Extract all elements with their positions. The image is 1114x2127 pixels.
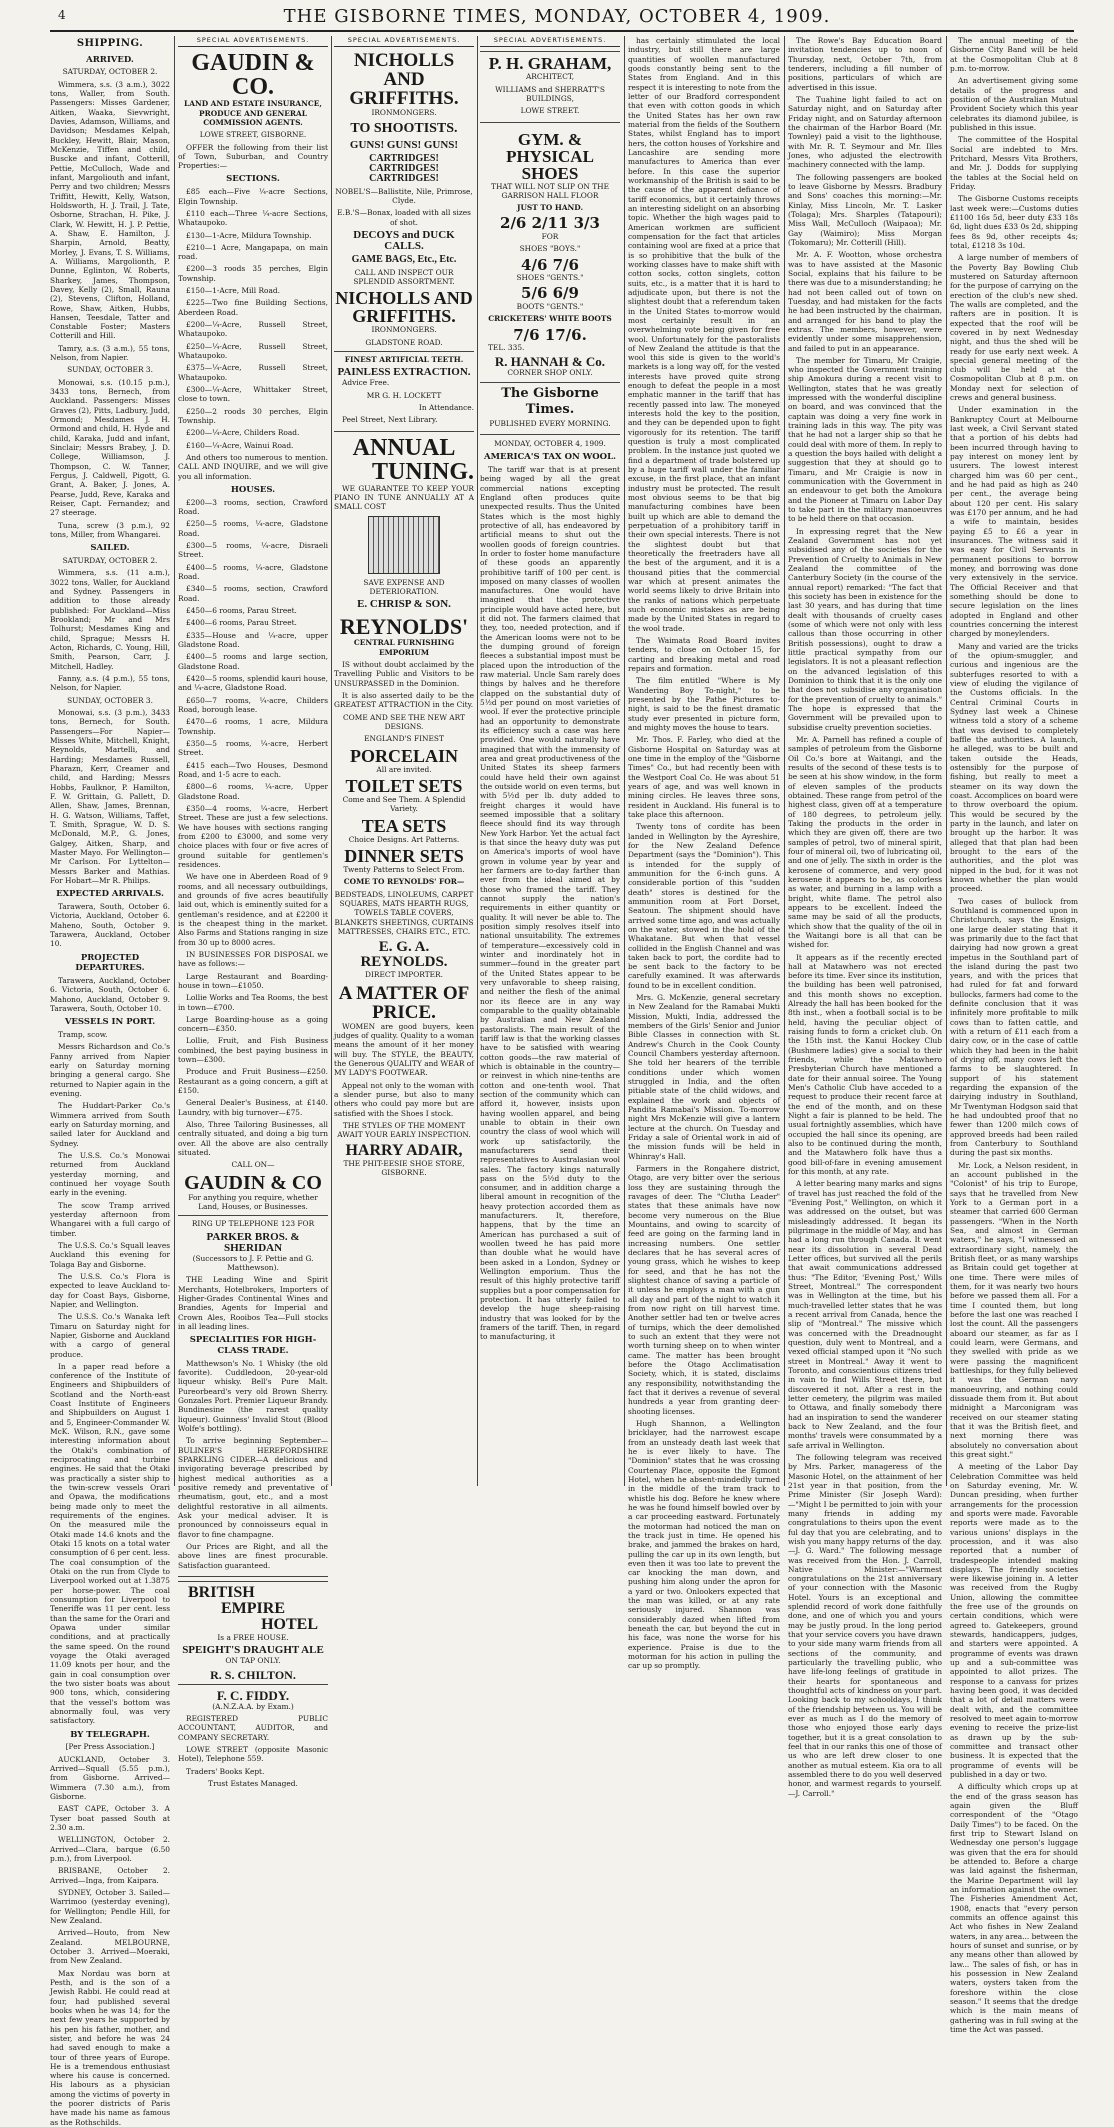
paragraph: The Waimata Road Board invites tenders, to close on October 15, for carting and breaking metal and road repairs and formation. bbox=[628, 636, 780, 673]
listing: £400—5 rooms and large section, Gladstone Road. bbox=[178, 652, 328, 671]
ad-text: In Attendance. bbox=[418, 403, 474, 413]
press-credit: [Per Press Association.] bbox=[65, 1742, 155, 1752]
ad-text: Choice Designs. Art Patterns. bbox=[348, 834, 460, 844]
listing: £200—3 rooms, section, Crawford Road. bbox=[178, 497, 328, 517]
ad-text: It is also asserted daily to be the GREATEST ATTRACTION in the City. bbox=[334, 691, 474, 710]
ad-text: Traders' Books Kept. bbox=[186, 1766, 265, 1776]
listing: £400—5 rooms, ¼-acre, Gladstone Road. bbox=[178, 562, 328, 582]
shipping-column bbox=[50, 36, 170, 2127]
paragraph: Tarawera, Auckland, October 6. Victoria, South, October 6. Mahono, Auckland, October 9. Tarawera, South, October 10. bbox=[50, 975, 170, 1013]
ad-title: TOILET SETS bbox=[345, 776, 463, 797]
date-line: SATURDAY, OCTOBER 2. bbox=[62, 556, 158, 566]
ad-text: GLADSTONE ROAD. bbox=[365, 337, 443, 347]
paragraph: Monowai, s.s. (10.15 p.m.), 3433 tons, Bernech, from Auckland. Passengers: Misses Graves (2), Pitts, Ladbury, Judd, Ormond; Mesdames J. H. Ormond and child, H. Hyde and child, Karaka, Judd and infant, Sinclair; Messrs Brabey, J. D. College, Williamson, J. Thompson, C. W. Tanner, Fergus, J. Caldwell, Pigott, G. Grant, A. Baker, J. Jones, A. Pearse, Judd, Reve, Karaka and Reiser, Capt. Fernandez; and 27 steerage. bbox=[50, 377, 170, 518]
ad-title: NICHOLLS AND GRIFFITHS. bbox=[349, 50, 459, 110]
paragraph: SYDNEY, October 3. Sailed—Warrimoo (yesterday evening), for Wellington; Pendle Hill, for New Zealand. bbox=[50, 1887, 170, 1925]
paragraph: The Rowe's Bay Education Board invitation tendencies up to noon of Thursday, next, October 7th, from tenderers, including a fill number of positions, particulars of which are advertised in this issue. bbox=[788, 36, 942, 92]
ad-text: LOWE STREET. bbox=[520, 106, 580, 116]
paragraph: Many and varied are the tricks of the opium-smuggler, and curious and ingenious are the subterfuges resorted to with a view of eluding the vigilance of the Customs officials. In the Central Criminal Courts in Sydney last week a Chinese witness told a story of a scheme that was devised to completely baffle the authorities. A launch, he alleged, was to be built and taken outside the Heads, ostensibly for the purpose of fishing, but really to meet a steamer on its way down the coast. Accomplices on board were to throw overboard the opium. This would be secured by the party in the launch, and later on brought up the harbor. It was alleged that that plan had been brought to the ears of the authorities, and the plot was nipped in the bud, for it was not known whether the plan would proceed. bbox=[950, 641, 1079, 894]
paragraph: Tramp, scow. bbox=[58, 1030, 108, 1039]
paragraph: Max Nordau was born at Pesth, and is the son of a Jewish Rabbi. He could read at four, had published several books when he was 14; for the next few years he supported by his pen his father, mother, and sister, and before he was 24 had saved enough to make a tour of three years of Europe. He is a tremendous enthusiast where his cause is concerned. His labours as a physician among the victims of poverty in the poorer districts of Paris have made his name as famous as the Rothschilds. bbox=[50, 1968, 170, 2127]
ad-title: TO SHOOTISTS. bbox=[350, 120, 458, 136]
paragraph: The Huddart-Parker Co.'s Wimmera arrived from South early on Saturday morning, and sailed later for Auckland and Sydney. bbox=[50, 1101, 170, 1148]
ad-text: FINEST ARTIFICIAL TEETH. bbox=[344, 355, 464, 365]
ad-subtitle: IRONMONGERS. bbox=[371, 108, 437, 118]
ad-title: BRITISH bbox=[188, 1583, 255, 1601]
paragraph: The U.S.S. Co.'s Monowai returned from Auckland yesterday morning, and continued her voyage South early in the evening. bbox=[50, 1150, 170, 1198]
paragraph: The annual meeting of the Gisborne City Band will be held at the Cosmopolitan Club at 8 p.m. to-morrow. bbox=[950, 36, 1078, 73]
news-column bbox=[788, 36, 942, 1798]
column-divider bbox=[331, 36, 332, 1486]
listing: Large Boarding-house as a going concern—£350. bbox=[178, 1014, 328, 1034]
listing: Also, Three Tailoring Businesses, all centrally situated, and doing a big turn over. All the above are also centrally situated. bbox=[178, 1120, 328, 1158]
paragraph: Tarawera, South, October 6. Victoria, Auckland, October 6. Maheno, South, October 9. Tarawera, Auckland, October 10. bbox=[50, 901, 170, 949]
paragraph: Farmers in the Rongahere district, Otago, are very bitter over the serious loss they are sustaining through the ravages of deer. The "Clutha Leader" states that these animals have now become very numerous on the Blue Mountains, and owing to scarcity of feed are going on the farming land in increasing numbers. One settler declares that he has several acres of young grass, which he wishes to keep for seed, and that he has not the slightest chance of saving a particle of it unless he employs a man with a gun all day and part of the night to watch it from now right on till harvest time. Another settler had ten or twelve acres of turnips, which the deer demolished to such an extent that they were not worth turning sheep on to when winter came. The matter has been brought before the Otago Acclimatisation Society, which, it is stated, disclaims any responsibility, notwithstanding the fact that it derives a revenue of several hundreds a year from granting deer-shooting licenses. bbox=[628, 1164, 780, 1416]
listing: £350—4 rooms, ¼-acre, Herbert Street. These are just a few selections. We have houses with sections ranging from £200 to £3000, and some very choice places with four or five acres of ground suitable for gentlemen's residences. bbox=[178, 803, 328, 869]
listing: £350—5 rooms, ¼-acre, Herbert Street. bbox=[178, 738, 328, 758]
listing: General Dealer's Business, at £140. Laundry, with big turnover—£75. bbox=[178, 1098, 328, 1117]
parker-ad bbox=[178, 1215, 328, 1577]
ad-text: All are invited. bbox=[376, 764, 432, 774]
ad-text: BEDSTEADS, LINOLEUMS, CARPET SQUARES, MATS HEARTH RUGS, TOWELS TABLE COVERS, BLANKETS SHEETINGS, CURTAINS MATTRESSES, CHAIRS ETC., ETC. bbox=[334, 889, 474, 936]
ad-title: R. S. CHILTON. bbox=[210, 1667, 296, 1682]
newspaper-title: THE GISBORNE TIMES, MONDAY, OCTOBER 4, 1909. bbox=[283, 6, 831, 27]
ad-text: ON TAP ONLY. bbox=[225, 1656, 281, 1666]
column-divider bbox=[624, 36, 625, 1486]
ad-title: GAUDIN & CO. bbox=[191, 50, 315, 101]
ad-address: LOWE STREET, GISBORNE. bbox=[199, 130, 307, 140]
ad-text: WOMEN are good buyers, keen judges of quality. Quality to a woman means the amount of it her money will buy. The STYLE, the BEAUTY, the Generous QUALITY and WEAR of MY LADY'S FOOTWEAR. bbox=[334, 1021, 474, 1078]
paragraph: Tamry, a.s. (3 a.m.), 55 tons, Nelson, from Napier. bbox=[50, 343, 170, 363]
ad-title: GAUDIN & CO bbox=[184, 1171, 322, 1194]
paragraph: It appears as if the recently erected hall at Matawhero was not erected before its time. Ever since its institution, the building has been well patronised, and this month shows no exception. Already the hall has been booked for the 8th inst., when a football social is to be held, having the peculiar object of raising funds to form a cricket club. On the 15th inst. the Kanui Hockey Club (Bushmere ladies) give a social to their friends, while the Matawhero Presbyterian Church have mentioned a date for their annual soiree. The Young Men's Catholic Club have acceded to a request to produce their recent farce at the end of the month, and on these Night a fair is planned to be held. The usual fortnightly assemblies, which have occupied the hall since its opening, are also to be continued during the month, and the Matawhero folk have thus a good bill-of-fare in evening amusement for this month, at any rate. bbox=[788, 952, 942, 1177]
ad-text: RING UP TELEPHONE 123 FOR bbox=[191, 1219, 315, 1229]
ad-text: E.B.'S—Bonax, loaded with all sizes of shot. bbox=[337, 208, 471, 227]
paragraph: Mr. Lock, a Nelson resident, in an account published in the "Colonist" of his trip to Europe, says that he travelled from New York to a German port in a steamer that carried 600 German passengers. "When in the North Sea, and almost in German waters," he says, "I witnessed an extraordinary sight, namely, the British fleet, or as many warships as Britain could get together at one time. There were miles of them, for it was nearly two hours before we passed them all. For a time I counted them, but long before the last one was reached I lost the count. All the passengers aboard our steamer, as far as I could learn, were Germans, and they swelled with pride as we were passing the magnificent battleships, for they fully believed it was the German navy manoeuvring, and nothing could dissuade them from it. But about midnight a Marconigram was received on our steamer stating that it was the British fleet, and next morning there was absolutely no conversation about this great sight." bbox=[950, 1160, 1078, 1459]
listing: £250—¼-Acre, Russell Street, Whataupoko. bbox=[178, 341, 328, 361]
ad-title: PORCELAIN bbox=[349, 745, 458, 766]
ad-title: GYM. & PHYSICAL SHOES bbox=[506, 129, 594, 183]
subheading: SECTIONS. bbox=[226, 174, 280, 185]
paragraph: Mr. Thos. F. Farley, who died at the Gisborne Hospital on Saturday was at one time in the employ of the "Gisborne Times" Co., but had recently been with the Westport Coal Co. He was about 51 years of age, and was well known in mining circles. He leaves three sons, resident in Auckland. His funeral is to take place this afternoon. bbox=[628, 735, 780, 819]
listing: £160—¼-Acre, Wainui Road. bbox=[186, 440, 294, 450]
paragraph: A meeting of the Labor Day Celebration Committee was held on Saturday evening, Mr. W. Duncan presiding, when further arrangements for the procession and sports were made. Favorable reports were made as to the various unions' displays in the procession, and it was also reported that a number of tradespeople intended making displays. The friendly societies were likewise joining in. A letter was received from the Rugby Union, allowing the committee the free use of the grounds on certain conditions, which were agreed to. Gatekeepers, ground stewards, handicappers, judges, and starters were appointed. A programme of events was drawn up and a sub-committee was appointed to allot prizes. The response to a canvass for prizes having been good, it was decided that a lot of detail matters were dealt with, and the committee resolved to meet again to-morrow evening to receive the prize-list as drawn up by the sub-committee and transact other business. It is expected that the programme of events will be published in a day or two. bbox=[950, 1462, 1078, 1780]
subheading: VESSELS IN PORT. bbox=[64, 1017, 156, 1028]
listing: £340—5 rooms, section, Crawford Road. bbox=[178, 584, 328, 603]
news-column bbox=[950, 36, 1079, 2034]
paragraph: Two cases of bullock from Southland is commenced upon in Christchurch, says the Ensign, one large dealer stating that it was primarily due to the fact that dairying had now grown a great impetus in the Southland part of the island during the past two years, and with the prices that had ruled for fat and forward bullocks, farmers had come to the definite conclusion that it was infinitely more profitable to milk cows than to fatten cattle, and with a return of £11 each from a dairy cow, or in the case of cattle which they had been in the habit of drying off, many cows left the farms to be slaughtered. In support of his statement regarding the expansion of the dairying industry in Southland, Mr Twentyman Hodgson said that he had undoubted proof that no fewer than 1200 milch cows of approved breeds had been railed from Canterbury to Southland during the past six months. bbox=[950, 896, 1078, 1158]
ad-text: THE Leading Wine and Spirit Merchants, Hotelbrokers, Importers of Higher-Grades Continental Wines and Brandies, Agents for Imperial and Crown Ales, Rooibos Tea—Full stocks in all leading lines. bbox=[178, 1275, 328, 1332]
listing: £130—1-Acre, Mildura Township. bbox=[186, 230, 312, 240]
ad-text: SHOES "GENTS." bbox=[516, 273, 584, 283]
paragraph: Fanny, a.s. (4 p.m.), 55 tons, Nelson, for Napier. bbox=[50, 674, 170, 693]
paragraph: Wimmera, s.s. (11 a.m.), 3022 tons, Waller, for Auckland and Sydney. Passengers in addition to those already published: For Auckland—Miss Brookland; Mr and Mrs Tolhurst; Mesdames King and child, Sprague; Messrs H. Acton, Richards, C. Young, Hill, Smith, Pearson, Carr, J. Mitchell, Hadley. bbox=[50, 568, 170, 671]
listing: £375—¼-Acre, Russell Street, Whataupoko. bbox=[178, 363, 328, 382]
paragraph: The Gisborne Customs receipts last week were:—Customs duties £1100 16s 5d, beer duty £33 18s 6d, light dues £33 0s 2d, shipping fees 8s 9d, other receipts 4s; total, £1218 3s 10d. bbox=[950, 194, 1078, 250]
subheading: SAILED. bbox=[90, 543, 130, 554]
graham-ad bbox=[480, 51, 620, 122]
listing: £110 each—Three ¼-acre Sections, Whataupoko. bbox=[178, 208, 328, 228]
subheading: EXPECTED ARRIVALS. bbox=[56, 889, 164, 900]
ad-text: DIRECT IMPORTER. bbox=[365, 970, 443, 980]
ad-subtitle: ARCHITECT, bbox=[525, 72, 575, 82]
advertisements-column bbox=[178, 36, 328, 1788]
listing: £300—¼-Acre, Whittaker Street, close to town. bbox=[178, 385, 328, 404]
news-column bbox=[628, 36, 780, 1671]
listing: £250—5 rooms, ¼-acre, Gladstone Road. bbox=[178, 519, 328, 538]
price-line: 4/6 7/6 bbox=[521, 255, 579, 274]
masthead bbox=[0, 6, 1114, 32]
listing: £415 each—Two Houses, Desmond Road, and 1-5 acre to each. bbox=[178, 760, 328, 779]
ad-text: Is a FREE HOUSE. bbox=[217, 1632, 289, 1642]
ad-text: OFFER the following from their list of Town, Suburban, and Country Properties:— bbox=[178, 142, 328, 171]
piano-illustration bbox=[368, 516, 440, 574]
paragraph: Arrived—Houto, from New Zealand. MELBOURNE, October 3. Arrived—Moeraki, from New Zealand. bbox=[50, 1928, 170, 1966]
editorial-date: MONDAY, OCTOBER 4, 1909. bbox=[494, 438, 606, 448]
listing: £800—6 rooms, ¼-acre, Upper Gladstone Road. bbox=[178, 782, 328, 801]
ad-title: DINNER SETS bbox=[344, 846, 464, 867]
subheading: ARRIVED. bbox=[86, 54, 134, 65]
paragraph: The scow Tramp arrived yesterday afternoon from Whangarei with a full cargo of timber. bbox=[50, 1200, 170, 1238]
ad-subtitle: LAND AND ESTATE INSURANCE, PRODUCE AND GENERAL COMMISSION AGENTS. bbox=[184, 99, 322, 127]
paragraph: Under examination in the Bankruptcy Court at Melbourne last week, a Civil Servant stated that a portion of his debts had been incurred through having to pay interest on money lent by usurers. The lowest interest charged him was 60 per cent., and he had paid as high as 240 per cent., the average being about 120 per cent. His salary was £170 per annum, and he had a wife to maintain, besides paying £5 to £6 a year in insurances. The witness said it was easy for Civil Servants in permanent positions to borrow money, and borrowing was done very extensively in the service. The Official Receiver and that something should be done to secure legislation on the lines adopted in England and other countries concerning the interest charged by moneylenders. bbox=[950, 405, 1078, 639]
listing: £150—1-Acre, Mill Road. bbox=[186, 286, 280, 296]
ad-text: CORNER SHOP ONLY. bbox=[507, 368, 593, 378]
column-divider bbox=[477, 36, 478, 1486]
ad-title: REYNOLDS' bbox=[339, 614, 469, 640]
ad-title: NICHOLLS AND GRIFFITHS. bbox=[335, 288, 473, 327]
ad-title: E. G. A. REYNOLDS. bbox=[360, 939, 448, 971]
date-line: SATURDAY, OCTOBER 2. bbox=[62, 67, 158, 77]
listing: £450—6 rooms, Parau Street. bbox=[186, 606, 297, 616]
ad-subtitle: IRONMONGERS. bbox=[371, 325, 437, 335]
ad-text: THE PHIT-EESIE SHOE STORE, GISBORNE. bbox=[343, 1158, 465, 1177]
paragraph: Mr. A. F. Wootton, whose orchestra was to have assisted at the Masonic Social, explains that his failure to be there was due to a misunderstanding; he had not been called out of town on Tuesday, and had mistaken for the facts he had been instructed by the chairman, and arranged for his band to play the extras. The members, however, were evidently under some misapprehension, and failed to put in an appearance. bbox=[788, 250, 942, 353]
listing: £335—House and ¼-acre, upper Gladstone Road. bbox=[178, 630, 328, 650]
listing: £225—Two fine Building Sections, Aberdeen Road. bbox=[178, 298, 328, 317]
subheading: BY TELEGRAPH. bbox=[70, 1729, 150, 1740]
ad-text: Appeal not only to the woman with a slender purse, but also to many others who could pay more but are satisfied with the Shoes I stock. bbox=[334, 1080, 474, 1118]
ad-header: SPECIAL ADVERTISEMENTS. bbox=[334, 36, 474, 47]
ad-title: HOTEL bbox=[261, 1615, 318, 1633]
paragraph: The member for Timaru, Mr Craigie, who inspected the Government training ship Amokura during a recent visit to Wellington, states that he was greatly impressed with the wonderful discipline on board, and was convinced that the captain was doing a very fine work in training lads in this way. The pity was that he had not a larger ship so that he could deal with more of them. In reply to a question the boys hailed with delight a suggestion that they at should go to Timaru, and Mr Craigie is now in communication with the Government in an endeavour to get both the Amokura and the Pioneer at Timaru on Labor Day to take part in the military manoeuvres to be held there on that occasion. bbox=[788, 355, 942, 524]
ad-title: A MATTER OF PRICE. bbox=[338, 982, 470, 1023]
paragraph: A difficulty which crops up at the end of the grass season has again given the Bluff correspondent of the "Otago Daily Times") to be faced. On the first trip to Stewart Island on Wednesday one person's luggage was given that the era for should be attended to. Before a charge was laid against the fisherman, the Marine Department will lay an information against the owner. The Fisheries Amendment Act, 1908, enacts that "every person commits an offence against this Act who fishes in New Zealand waters, in any area... between the hours of sunset and sunrise, or by any means other than allowed by law... The sales of fish, or has in his possession in New Zealand waters, oysters taken from the foreshore within the close season." It seems that the dredge which is the main means of gathering was in full swing at the time the Act was passed. bbox=[950, 1782, 1078, 2034]
hotel-ad bbox=[178, 1581, 328, 1685]
ad-subtitle: (A.N.Z.A.A. by Exam.) bbox=[212, 1701, 294, 1711]
listing: £200—¼-Acre, Childers Road. bbox=[186, 428, 300, 438]
paragraph: Monowai, s.s. (3 p.m.), 3433 tons, Bernech, for South. Passengers—For Napier—Misses White, Mitchell, Knight, Reynolds, Martelli, and Harding; Mesdames Russell, Pharazn, Kerr, Creamer and child, and Harding; Messrs Hobbs, Faulknor, P. Hamilton, F. W. Grittain, G. Pallett, D. Allen, Shaw, James, Brennan, H. G. Watson, Williams, Taffet, T. Smith, Sprague, W. D. S. McDonald, M.P., G. Jones, Galgey, Aitken, Sharp, and Master Mayo. For Wellington—Mr Carlson. For Lyttelton—Messrs Barker and Mathias. For Hobart—Mr R. Philips. bbox=[50, 708, 170, 885]
ad-title: PAINLESS EXTRACTION. bbox=[337, 366, 471, 379]
listing: £85 each—Five ¼-acre Sections, Elgin Township. bbox=[178, 187, 328, 206]
listing: £470—6 rooms, 1 acre, Mildura Township. bbox=[178, 717, 328, 736]
ad-title: R. HANNAH & Co. bbox=[494, 354, 606, 370]
paragraph: The U.S.S. Co.'s Flora is expected to leave Auckland to-day for Coast Bays, Gisborne, Napier, and Wellington. bbox=[50, 1271, 170, 1309]
listing: £200—3 roods 35 perches, Elgin Township. bbox=[178, 264, 328, 283]
paragraph: EAST CAPE, October 3. A Tyser boat passed South at 2.30 a.m. bbox=[50, 1804, 170, 1832]
ad-text: PUBLISHED EVERY MORNING. bbox=[489, 418, 611, 428]
ad-title: GUNS! GUNS! GUNS! bbox=[349, 138, 459, 151]
paragraph: Hugh Shannon, a Wellington bricklayer, had the narrowest escape from an unsteady death last week that he is ever likely to have. The "Dominion" states that he was crossing Courtenay Place, opposite the Egmont Hotel, when he absent-mindedly turned in the middle of the tram track to whistle his dog. Before he knew where he was he found himself bowled over by a car proceeding eastward. Fortunately the motorman had noticed the man on the track just in time. He opened his brake, and jammed the brakes on hard, pulling the car up in its own length, but even then it was too late to prevent the car knocking the man down, and pushing him along under the apron for a yard or two. Onlookers expected that the man was killed, or at any rate seriously injured. Shannon was considerably dazed when lifted from beneath the car, but beyond the cut in his face, was none the worse for his experience. Praise is due to the motorman for his action in pulling the car up so promptly. bbox=[628, 1418, 780, 1671]
listing: Produce and Fruit Business—£250. Restaurant as a going concern, a gift at £150. bbox=[178, 1067, 328, 1096]
date-line: SUNDAY, OCTOBER 3. bbox=[67, 365, 153, 375]
listing: Lollie, Fruit, and Fish Business combined, the best paying business in town—£300. bbox=[178, 1036, 328, 1065]
paragraph: Tuna, screw (3 p.m.), 92 tons, Miller, from Whangarei. bbox=[50, 520, 170, 540]
listing: £400—6 rooms, Parau Street. bbox=[186, 618, 297, 628]
listing: £210—1 Acre, Mangapapa, on main road. bbox=[178, 242, 328, 262]
ad-text: Matthewson's No. 1 Whisky (the old favorite). Cuddledoon, 20-year-old liqueur whisky. Bell's Pure Malt. Pureorbeard's very old Brown Sherry. Gonzales Port. Premier Liqueur Brandy. Bundinesine (the rarest quality liqueur). Guinness' Invalid Stout (Blood Wolfe's bottling). bbox=[178, 1358, 328, 1434]
ad-text: MR G. H. LOCKETT bbox=[366, 390, 442, 400]
subheading: PROJECTED DEPARTURES. bbox=[75, 952, 145, 974]
ad-text: WE GUARANTEE TO KEEP YOUR PIANO IN TUNE ANNUALLY AT A SMALL COST bbox=[334, 483, 474, 512]
editorial-title: AMERICA'S TAX ON WOOL. bbox=[483, 452, 616, 463]
ad-title: ANNUAL bbox=[352, 434, 456, 461]
paragraph: The U.S.S. Co.'s Wanaka left Timaru on Saturday night for Napier, Gisborne and Auckland with a cargo of general produce. bbox=[50, 1312, 170, 1359]
ad-title: DECOYS and DUCK CALLS. bbox=[353, 228, 455, 252]
editorial-column bbox=[480, 36, 620, 1486]
paragraph: The following telegram was received by Mrs. Parker, manageress of the Masonic Hotel, on the attainment of her 21st year in that position, from the Prime Minister (Sir Joseph Ward):—"Might I be permitted to join with your many friends in adding my congratulations to theirs upon the event ful day that you are celebrating, and to wish you many happy returns of the day.—J. G. Ward." The following message was received from the Hon. J. Carroll, Native Minister:—"Warmest congratulations on the 21st anniversary of your connection with the Masonic Hotel. Yours is an exceptional and splendid record of work done faithfully done, and one of which you and yours may be justly proud. In the long period that your service covers you have drawn to your side many warm friends from all sections of the community, and particularly the travelling public, who have life-long feelings of gratitude in their hearts for spontaneous and thoughtful acts of kindness on your part. Looking back to my schooldays, I think of the friendship between us. You will be ever as much as I do the memory of those who enjoyed those early days together, but it is a great consolation to feel that in our ranks this one of those of us who are left drew closer to one another as mutual esteem. Kia ora to all assembled there to do you well deserved honor, and warmest regards to yourself.—J. Carroll." bbox=[788, 1452, 942, 1798]
paragraph: An advertisement giving some details of the progress and position of the Australian Mutual Provident Society which this year celebrates its diamond jubilee, is published in this issue. bbox=[950, 76, 1078, 132]
paragraph: AUCKLAND, October 3. Arrived—Squall (5.55 p.m.), from Gisborne. Arrived—Wimmera (7.30 a.m.), from Gisborne. bbox=[50, 1754, 170, 1801]
paper-nameplate: The Gisborne Times. bbox=[501, 385, 599, 418]
paragraph: Mr. A. Parnell has refined a couple of samples of petroleum from the Gisborne Oil Co.'s bore at Waitangi, and the results of the second of these tests is to be seen at his show window, in the form of eleven samples of the products obtained. These range from petrol of the highest class, given off at a temperature of 180 degrees, to petroleum jelly. Taking the products in the order in which they are given off, there are two samples of petrol, two of mineral spirit, four of mineral oil, two of lubricating oil, and one of jelly. The sixth in order is the kerosene of commerce, and very good kerosene it appears to be, as colorless as water, and burning in a lamp with a bright, white flame. The petrol also appears to be excellent. Indeed the same may be said of all the products, which show that the quality of the oil in the Waitangi bore is all that can be wished for. bbox=[788, 734, 942, 950]
paragraph: The following passengers are booked to leave Gisborne by Messrs. Bradbury and Sons' coaches this morning:—Mr. Kinlay, Miss Lincoln, Mr. T. Lasker (Tolaga); Mrs. Sharples (Tatapouri); Miss Wall, McCulloch (Waipaoa); Mr. Gay (Waimiro); Miss Morgan (Tokomaru); Mr. Cotterill (Hill). bbox=[788, 172, 942, 247]
paragraph: has certainly stimulated the local industry, but still there are large quantities of woollen manufactured goods constantly being sent to the States from England. And in this respect it is interesting to note from the letter of our Bradford correspondent that even with cotton goods in which the United States has her own raw material from the fields of the Southern States, whilst England has to import hers, the cotton houses of Yorkshire and Lancashire are sending more manufactures to America than ever before. In this case the superior workmanship of the British is said to be the cause of the apparent defiance of tariff economics, but it certainly throws an interesting sidelight on an absorbing topic. Whether the high wages paid to American workmen are sufficient compensation for the fact that articles containing wool are fixed at a price that is so prohibitive that the bulk of the working classes have to make shift with cotton socks, cotton singlets, cotton suits, etc., is a matter that it is hard to adjudicate upon, but there is not the slightest doubt that a referendum taken in the United States to-morrow would most certainly result in an overwhelming vote being given for free wool. Unfortunately for the pastoralists of New Zealand the attitude is that the wool this side is given to the world's markets is a long way off, for the vested interests have proved quite strong enough to defeat the people in a most emphatic manner in the tariff that has recently passed into law. The moneyed interests hold the key to the position, and they can be depended upon to fight vigorously for its retention. The tariff question is truly a most complicated problem. In the instance just quoted we find a department of trade bolstered up by a huge tariff wall under the familiar excuse, in the first place, that an infant industry must be protected. The result most obvious seems to be that big manufacturing combines have been built up which are able to demand the perpetuation of a prohibitory tariff in their own special interests. There is not the slightest doubt but that theoretically the freetraders have all the best of the argument, and it is a thousand pities that the commercial war which at present animates the world seems likely to drive Britain into the ranks of nations which perpetuate such economic mistakes as are being made by the United States in regard to the wool trade. bbox=[628, 36, 780, 633]
price-line: 7/6 17/6. bbox=[513, 325, 587, 344]
paragraph: The Tuahine light failed to act on Saturday night, and on Saturday after Friday night, and on Saturday afternoon the chairman of the Harbor Board (Mr. Townley) paid a visit to the lighthouse, with Mr. R. T. Seymour and Mr. Illes Jones, who adjusted the electrowith machinery connected with the lamp. bbox=[788, 94, 942, 170]
paragraph: The tariff war that is at present being waged by all the great commercial nations excepting England often produces quite unexpected results. Thus the United States which is the most highly protective of all, has endeavored by artificial means to shut out the woollen goods of foreign countries. In order to foster home manufacture of these goods an apparently prohibitive tariff of 100 per cent. is imposed on many classes of woollen manufactures. One would have imagined that the protective principle would have acted here, but it did not. The farmers claimed that they, too, needed protection, and if the American looms were not to be the dumping ground of foreign fleeces a substantial impost must be placed upon the introduction of the raw material. Uncle Sam rarely does things by halves and he therefore clapped on the substantial duty of 5½d per pound on most varieties of wool. If ever the protective principle had an opportunity to demonstrate its efficiency such a case was here provided. One would naturally have imagined that with the immensity of area and great productiveness of the United States its sheep farmers could have held their own against the outside world on even terms, but with 5½d per lb. duty added to freight charges it would have seemed impossible that a solitary fleece should find its way through New York Harbor. Yet the actual fact is that since the heavy duty was put on America's imports of wool have grown in volume year by year and her farmers are to-day farther than ever from the ideal aimed at by those who framed the tariff. They cannot supply the nation's requirements in either quantity or quality. It will never be able to. The position simply resolves itself into national unsuitability. The extremes of temperature—excessively cold in winter and inordinately hot in summer—found in the greater part of the United States appear to be very unfavorable to sheep raising, and neither the flesh of the animal nor its fleece are in any way comparable to the quality obtainable by Australian and New Zealand pastoralists. The main result of the tariff law is that the working classes have to be satisfied with wearing cotton goods—the raw material of which is obtainable in the country—or reinvest in which nine-tenths are cotton and one-tenth wool. That section of the community which can afford it, however, insists upon having woollen apparel, and being unable to obtain in their own country the class of wool which will work up satisfactorily, the manufacturers send their representatives to Australasian wool sales. The factory kings naturally pass on the 5½d duty to the consumer, and in addition charge a liberal amount in recognition of the heavy protection accorded them as manufacturers. It, therefore, happens, that by the time an American has purchased a suit of woollen tweed he has paid more than double what he would have been asked in a London, Sydney or Wellington emporium. Thus the result of this highly protective tariff supplies but a poor compensation for protection. It has utterly failed to develop the huge sheep-raising industry that was looked for by the framers of the tariff. Then, in regard to manufacturing, it bbox=[480, 464, 620, 1342]
subheading: HOUSES. bbox=[230, 485, 276, 496]
paragraph: WELLINGTON, October 2. Arrived—Clara, barque (6.50 p.m.), from Liverpool. bbox=[50, 1835, 170, 1863]
masthead-rule bbox=[50, 30, 1074, 32]
ad-header: SPECIAL ADVERTISEMENTS. bbox=[178, 36, 328, 47]
ad-title: P. H. GRAHAM, bbox=[488, 54, 612, 74]
ad-text: For anything you require, whether Land, Houses, or Businesses. bbox=[188, 1192, 318, 1212]
paragraph: A large number of members of the Poverty Bay Bowling Club mustered on Saturday afternoon for the purpose of carrying on the erection of the club's new shed. The walls are completed, and the rafters are in position. It is expected that the roof will be covered in by next Wednesday night, and thus the shed will be ready for use early next week. A special general meeting of the club will be held at the Cosmopolitan Club at 8 p.m. on Monday next for selection of crews and general business. bbox=[950, 253, 1078, 403]
ad-text: Come and See Them. A Splendid Variety. bbox=[342, 795, 466, 814]
ad-header: SPECIAL ADVERTISEMENTS. bbox=[480, 36, 620, 47]
ad-text: NOBEL'S—Ballistite, Nile, Primrose, Clyde. bbox=[335, 186, 473, 205]
ad-subtitle: (Successors to J. F. Pettie and G. Matthewson). bbox=[192, 1253, 314, 1273]
ad-title: E. CHRISP & SON. bbox=[357, 598, 451, 611]
ad-text: To arrive beginning September—BULINER'S HEREFORDSHIRE SPARKLING CIDER—A delicious and invigorating beverage prescribed by highest medical authorities as a positive remedy and preventative of rheumatism, gout, etc., and a most delightful restorative in all ailments. Ask your medical adviser. It is pronounced by connoisseurs equal in flavor to fine champagne. bbox=[178, 1436, 328, 1539]
section-heading: SHIPPING. bbox=[76, 38, 144, 49]
ad-title: F. C. FIDDY. bbox=[216, 1687, 290, 1703]
ad-text: Advice Free. bbox=[342, 378, 390, 388]
price-line: 5/6 6/9 bbox=[521, 284, 579, 303]
listing: £250—2 roods 30 perches, Elgin Township. bbox=[178, 406, 328, 426]
ad-text: COME TO REYNOLDS' FOR— bbox=[343, 877, 465, 887]
paragraph: In expressing regret that the New Zealand Government has not yet subsidised any of the societies for the Prevention of Cruelty to Animals in New Zealand the committee of the Canterbury Society (in the course of the annual report) remarked: "The fact that this society has been in existence for the last 30 years, and has during that time dealt with thousands of cruelty cases (some of which were not only with less callous than those occurring in other British possessions), ought to draw a little practical sympathy from our legislators. It is not a pleasant reflection on the advanced legislation of this Dominion to think that it is the only one that does not subsidise any organisation for the prevention of cruelty to animals." The hope is expressed that the Government will be prevailed upon to subsidise cruelty prevention societies. bbox=[788, 526, 942, 732]
editorial-masthead bbox=[480, 382, 620, 435]
ad-text: SAVE EXPENSE AND DETERIORATION. bbox=[363, 577, 445, 597]
listing: £650—7 rooms, ¼-acre, Childers Road, borough lease. bbox=[178, 695, 328, 714]
paragraph: A letter bearing many marks and signs of travel has just reached the fold of the "Evening Post," Wellington, on which it was addressed on the outset, but was misleadingly addressed. It began its pilgrimage in the middle of May, and has had a long run through Canada. It went near its dissolution in several Dead Letter offices, but survived all the perils that await communications addressed thus: "The Editor, 'Evening Post,' Wills Street, Montreal." The correspondent was in Wellington at the time, but his much-travelled letter states that he was a recent arrival from Canada, hence the slip of "Montreal." The missive which was concerned with the Dreadnought question, duly went to Montreal, and a vexed official stamped upon it "No such street in Montreal." Away it went to Toronto, and conscientious citizens tried in vain to find Wills Street there, but discovered it not. After a rest in the letter cemetery, the pilgrim was mailed to Ottawa, and finally somebody there had an inspiration to send the wanderer back to New Zealand, and the four months' travels were consummated by a safe arrival in Wellington. bbox=[788, 1179, 942, 1450]
ad-text: REGISTERED PUBLIC ACCOUNTANT, AUDITOR, and COMPANY SECRETARY. bbox=[178, 1713, 328, 1742]
ad-title: TUNING. bbox=[371, 458, 474, 485]
ad-text: COME AND SEE THE NEW ART DESIGNS. bbox=[343, 712, 465, 732]
paragraph: The U.S.S. Co.'s Squall leaves Auckland this evening for Tolaga Bay and Gisborne. bbox=[50, 1240, 170, 1269]
paragraph: Wimmera, s.s. (3 a.m.), 3022 tons, Waller, from South. Passengers: Misses Gardener, Aitken, Waaka, Sievwright, Davies, Adamson, Williams, and Davidson; Mesdames Kelpah, Buckley, Hewitt, Blair, Mason, McKenzie, Tiffen and child, Buscke and infant, Cotterill, Pettie, McCulloch, Wade and infant, Margoliouth and infant, Perry and two children; Messrs Triffitt, Hewitt, Kelly, Watson, Holdsworth, H. J. Trail, J. Tate, Osborne, Strachan, H. Pike, J. Clark, W. Hewitt, H. J. P. Pettie, A. Shaw, E. Hamilton, J. Sharpin, Arnold, Beatty, Morley, J. Evans, T. S. Williams, A. Williams, Margolionth, P. Dunne, Eglinton, W. Roberts, Sharkey, James, Thompson, Davey, Kelly (2), Small, Rauna (2), Stevens, Clifton, Holland, Rowe, Shaw, Aitken, Hubbs, Hansen, Teesdale, Tatter and Constable Foster; Masters Cotterill and Hill. bbox=[50, 79, 170, 341]
ad-title: GAME BAGS, Etc., Etc. bbox=[351, 253, 457, 265]
ad-text: Peel Street, Next Library. bbox=[342, 415, 438, 425]
price-line: 2/6 2/11 3/3 bbox=[500, 214, 600, 233]
ad-text: CRICKETERS' WHITE BOOTS bbox=[488, 314, 612, 324]
paragraph: Mrs. G. McKenzie, general secretary in New Zealand for the Ramabai Mukti Mission, Mukti, India, addressed the members of the Girls' Senior and Junior Bible Classes in connection with St. Andrew's Church in the Cook County Council Chambers yesterday afternoon. She told her hearers of the terrible conditions under which women struggled in India, and the often pitiable state of the child widows, and explained the work and objects of Pandita Ramabai's Mission. To-morrow night Mrs McKenzie will give a lantern lecture at the church. On Tuesday and Friday a sale of Oriental work in aid of the mission funds will be held in Whinray's Hall. bbox=[628, 993, 780, 1161]
listing: £420—5 rooms, splendid kauri house, and ¼-acre, Gladstone Road. bbox=[178, 674, 328, 693]
ad-text: FOR bbox=[541, 231, 559, 241]
ad-subtitle: CENTRAL FURNISHING EMPORIUM bbox=[353, 638, 455, 657]
column-divider bbox=[946, 36, 947, 1486]
column-divider bbox=[174, 36, 175, 1486]
ad-title: HARRY ADAIR, bbox=[345, 1141, 463, 1159]
ad-text: THE STYLES OF THE MOMENT AWAIT YOUR EARLY INSPECTION. bbox=[337, 1120, 471, 1140]
paragraph: BRISBANE, October 2. Arrived—Inga, from Kaipara. bbox=[50, 1866, 170, 1885]
ad-text: SHOES "BOYS." bbox=[519, 244, 581, 254]
fiddy-ad bbox=[178, 1689, 328, 1789]
ad-text: IN BUSINESSES FOR DISPOSAL we have as follows:— bbox=[178, 949, 328, 969]
ad-text: Our Prices are Right, and all the above lines are finest procurable. Satisfaction guaranteed. bbox=[178, 1542, 328, 1570]
ad-title: EMPIRE bbox=[221, 1599, 285, 1617]
paragraph: Twenty tons of cordite has been landed in Wellington by the Ayreshire, for the New Zealand Defence Department (says the "Dominion"). This is intended for the supply of ammunition for the 6-inch guns. A considerable portion of this "sudden death" stores is destined for the ammunition room at Fort Dorset, Seatoun. The shipment should have arrived some time ago, and was actually on the water, stowed in the hold of the Whakatane. But when that vessel collided in the English Channel and was taken back to port, the cordite had to be sent back to the factory to be carefully examined. It was afterwards found to be in excellent condition. bbox=[628, 822, 780, 990]
ad-title: TEA SETS bbox=[361, 815, 447, 836]
ad-text: THAT WILL NOT SLIP ON THE GARRISON HALL FLOOR bbox=[491, 181, 609, 200]
paragraph: The film entitled "Where is My Wandering Boy To-night," to be presented by the Pathe Pictures to-night, is said to be the finest dramatic study ever presented in picture form, and mighty moves the house to tears. bbox=[628, 676, 780, 732]
ad-text: TEL. 335. bbox=[488, 343, 525, 353]
ad-text: BOOTS "GENTS." bbox=[516, 301, 584, 311]
ad-text: IS without doubt acclaimed by the Travelling Public and Visitors to be UNSURPASSED in the Dominion. bbox=[334, 660, 474, 688]
ad-text: Twenty Patterns to Select From. bbox=[343, 865, 465, 875]
listing: £300—5 rooms, ¼-acre, Disraeli Street. bbox=[178, 541, 328, 560]
ad-text: LOWE STREET (opposite Masonic Hotel), Telephone 559. bbox=[178, 1744, 328, 1764]
ad-title: SPEIGHT'S DRAUGHT ALE bbox=[182, 1644, 324, 1657]
page-number: 4 bbox=[58, 8, 66, 22]
listing: And others too numerous to mention. CALL AND INQUIRE, and we will give you all information. bbox=[178, 453, 328, 481]
listing: Lollie Works and Tea Rooms, the best in town—£700. bbox=[178, 993, 328, 1012]
listing: £200—¼-Acre, Russell Street, Whataupoko. bbox=[178, 320, 328, 339]
ad-text: JUST TO HAND. bbox=[516, 203, 584, 213]
ad-text: CALL ON— bbox=[231, 1160, 275, 1170]
dentist-ad bbox=[334, 351, 474, 432]
ad-title: PARKER BROS. & SHERIDAN bbox=[206, 1230, 300, 1254]
paragraph: In a paper read before a conference of the Institute of Engineers and Shipbuilders of Scotland and the North-east Coast Institute of Engineers and Shipbuilders on August 1 and 5, Engineer-Commander W. McK. Wilson, R.N., gave some interesting information about the Otaki's combination of reciprocating and turbine engines. He said that the Otaki was practically a sister ship to the twin-screw vessels Orari and Opawa, the modifications being made only to meet the requirements of the engines. On the measured mile the Otaki made 14.6 knots and the Otaki 15 knots on a total water consumption of 6 per cent. less. The coal consumption of the Otaki on the run from Clyde to Liverpool worked out at 1.3875 per horse-power. The coal consumption for Liverpool to Teneriffe was 11 per cent. less than the same for the Orari and Opawa under similar conditions, and at practically the same speed. On the round voyage the Otaki averaged 11.09 knots per hour, and the gain in coal consumption over the two sister boats was about 900 tons, which, considering that the vessel's bottom was abnormally foul, was very satisfactory. bbox=[50, 1361, 170, 1726]
ad-text: ENGLAND'S FINEST bbox=[364, 734, 444, 744]
advertisements-column bbox=[334, 36, 474, 1486]
ad-title: CARTRIDGES! CARTRIDGES! CARTRIDGES! bbox=[369, 152, 439, 184]
ad-text: WILLIAMS and SHERRATT'S BUILDINGS, bbox=[495, 84, 605, 103]
listing: Large Restaurant and Boarding-house in town—£1050. bbox=[178, 971, 328, 990]
ad-text: We have one in Aberdeen Road of 9 rooms, and all necessary outbuildings, and grounds of five acres beautifully laid out, which is eminently suited for a gentleman's residence, and at £2200 it is the cheapest thing in the market. Also Farms and Stations ranging in size from 30 up to 8000 acres. bbox=[178, 872, 328, 947]
paragraph: Messrs Richardson and Co.'s Fanny arrived from Napier early on Saturday morning bringing a general cargo. She returned to Napier again in the evening. bbox=[50, 1042, 170, 1098]
paragraph: The committee of the Hospital Social are indebted to Mrs. Pritchard, Messrs Vita Brothers, and Mr. J. Dodds for supplying the tables at the Social held on Friday. bbox=[950, 135, 1078, 191]
ad-text: Trust Estates Managed. bbox=[208, 1778, 298, 1788]
date-line: SUNDAY, OCTOBER 3. bbox=[67, 695, 153, 705]
column-divider bbox=[784, 36, 785, 1486]
ad-text: CALL AND INSPECT OUR SPLENDID ASSORTMENT. bbox=[353, 267, 455, 287]
subheading: SPECIALITIES FOR HIGH-CLASS TRADE. bbox=[189, 1335, 317, 1357]
